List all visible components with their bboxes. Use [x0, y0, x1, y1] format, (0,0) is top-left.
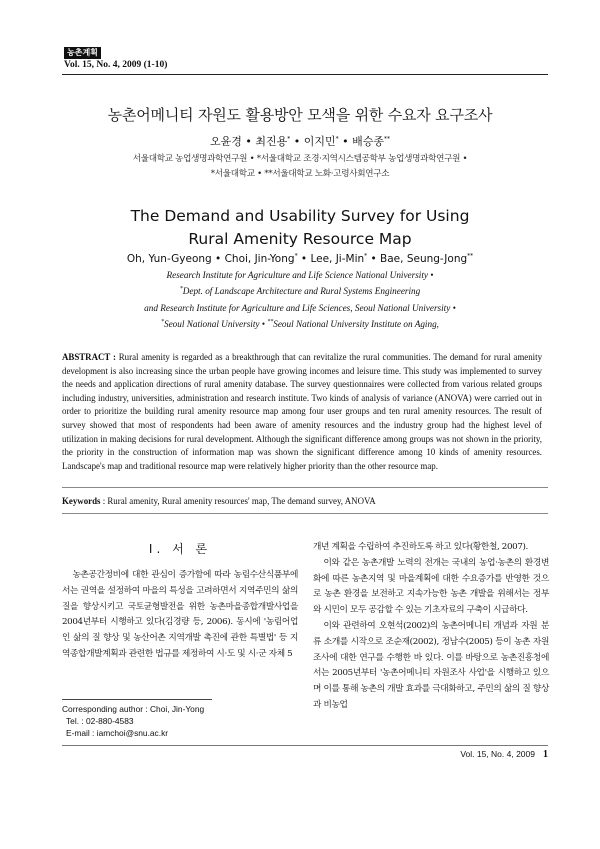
author-4: 배승종: [352, 135, 385, 148]
corresponding-author-block: [62, 703, 204, 739]
author-4-mark: **: [384, 135, 391, 143]
author-separator: •: [342, 135, 349, 148]
abstract-label: ABSTRACT :: [62, 352, 116, 362]
affiliation-english-line2: [0, 286, 600, 296]
author-2-mark: *: [287, 135, 291, 143]
header-rule: [62, 74, 548, 75]
affiliation-english-line4: [0, 319, 600, 329]
volume-line: Vol. 15, No. 4, 2009 (1-10): [64, 60, 168, 70]
paragraph: 이와 관련하여 오현석(2002)의 농촌어메니티 개념과 자원 분류 소개를 시작으로 조순재(2002), 정남수(2005) 등이 농촌 자원 조사에 대한 연구를 수행한 바 있다. 이를 바탕으로 농촌진흥청에서는 2005년부터 '농촌어메니티 자원조사 사업'을 시행하고 있으며 이를 통해 농촌의 개발 효과를 극대화하고, 주민의 삶의 질 향상과 비농업: [313, 620, 549, 710]
keywords-label: Keywords: [62, 496, 101, 506]
author-1: 오윤경: [209, 135, 242, 148]
affiliation-mark: *: [161, 318, 165, 325]
author-3: 이지민: [303, 135, 336, 148]
paragraph: 이와 같은 농촌개발 노력의 전개는 국내의 농업·농촌의 환경변화에 따른 농촌지역 및 마을계획에 대한 수요증가를 반영한 것으로 농촌 환경을 보전하고 지속가능한 농촌 개발을 위해서는 정부와 시민이 모두 공감할 수 있는 기초자료의 구축이 시급하다.: [313, 557, 549, 616]
authors-korean: [0, 133, 600, 149]
abstract-text: Rural amenity is regarded as a breakthrough that can revitalize the rural communities. The demand for rural amenity development is also increasing since the urban people have growing incomes and leisure time. This study was implemented to survey the needs and application directions of rural amenity database. The survey questionnaires were collected from various related groups including industry, universities, administration and research institute. Two kinds of analysis of variance (ANOVA) were carried out in order to prioritize the building rural amenity resource map among four user groups and ten rural amenity resources. The result of survey showed that most of respondents had been aware of amenity resources and the industry group had the highest level of utilization in making decisions for rural development. Although the significant difference among groups was not shown in the priority, the priority in the construction of information map was shown the significant difference among 10 kinds of amenity resources. Landscape's map and traditional resource map were relatively higher priority than the other resource map.: [62, 352, 543, 471]
affiliation-text: Dept. of Landscape Architecture and Rural Systems Engineering: [182, 286, 421, 296]
journal-logo: 농촌계획: [64, 47, 101, 59]
title-english-line1: The Demand and Usability Survey for Using: [130, 207, 470, 225]
body-column-right: [313, 540, 549, 714]
affiliation-mark: **: [267, 318, 274, 325]
keywords: Keywords : Rural amenity, Rural amenity resources' map, The demand survey, ANOVA: [62, 496, 376, 506]
paragraph: 개년 계획을 수립하여 추진하도록 하고 있다(황한철, 2007).: [313, 542, 528, 552]
paragraph: 농촌공간정비에 대한 관심이 증가함에 따라 농림수산식품부에서는 권역을 설정하여 마을의 특성을 고려하면서 지역주민의 삶의 질을 향상시키고 국토균형발전을 위한 농촌마을종합개발사업을 2004년부터 시행하고 있다(김경량 등, 2006). 동시에 '농림어업인 삶의 질 향상 및 농산어촌 지역개발 촉진에 관한 특별법' 등 지역종합개발계획과 관련한 법규를 제정하여 시·도 및 시·군 자체 5: [62, 570, 298, 659]
affiliation-korean-line2: *서울대학교 • **서울대학교 노화·고령사회연구소: [210, 169, 390, 179]
abstract: [62, 351, 542, 473]
title-korean: 농촌어메니티 자원도 활용방안 모색을 위한 수요자 요구조사: [107, 106, 493, 124]
body-column-left: [62, 568, 298, 663]
keywords-rule-top: [62, 487, 548, 488]
author-separator: •: [300, 253, 308, 265]
author-separator: •: [245, 135, 252, 148]
author-en-2: Choi, Jin-Yong: [224, 253, 295, 265]
affiliation-english-line3: and Research Institute for Agriculture and Life Sciences, Seoul National University •: [144, 303, 456, 313]
author-2: 최진용: [255, 135, 288, 148]
page-footer: [420, 749, 548, 760]
author-en-3: Lee, Ji-Min: [310, 253, 365, 265]
corresponding-rule: [62, 699, 212, 700]
affiliation-mark: *: [179, 285, 183, 292]
footer-rule: [62, 745, 548, 746]
corresponding-author: Corresponding author : Choi, Jin-Yong: [62, 704, 205, 714]
corresponding-tel: Tel. : 02-880-4583: [66, 716, 134, 726]
section-heading: I. 서 론: [148, 542, 212, 556]
corresponding-email: E-mail : iamchoi@snu.ac.kr: [66, 728, 169, 738]
author-en-1: Oh, Yun-Gyeong: [126, 253, 212, 265]
keywords-rule-bottom: [62, 513, 548, 514]
affiliation-text: Seoul National University Institute on Aging,: [273, 319, 439, 329]
title-english-line2: Rural Amenity Resource Map: [188, 230, 412, 248]
author-en-3-mark: *: [364, 252, 368, 260]
keywords-text: Rural amenity, Rural amenity resources' map, The demand survey, ANOVA: [107, 496, 376, 506]
title-english: [0, 205, 600, 251]
footer-issue: Vol. 15, No. 4, 2009: [460, 749, 535, 759]
author-en-4-mark: **: [467, 252, 474, 260]
affiliation-korean-line1: 서울대학교 농업생명과학연구원 • *서울대학교 조경·지역시스템공학부 농업생명과학연구원 •: [132, 154, 468, 164]
author-en-4: Bae, Seung-Jong: [380, 253, 468, 265]
affiliation-english-line1: Research Institute for Agriculture and Life Science National University •: [166, 270, 434, 280]
affiliation-text: Seoul National University •: [164, 319, 265, 329]
author-3-mark: *: [335, 135, 339, 143]
author-separator: •: [215, 253, 222, 265]
authors-english: [0, 253, 600, 265]
author-separator: •: [370, 253, 377, 265]
author-en-2-mark: *: [294, 252, 298, 260]
page-number: 1: [543, 749, 548, 760]
author-separator: •: [293, 135, 301, 148]
